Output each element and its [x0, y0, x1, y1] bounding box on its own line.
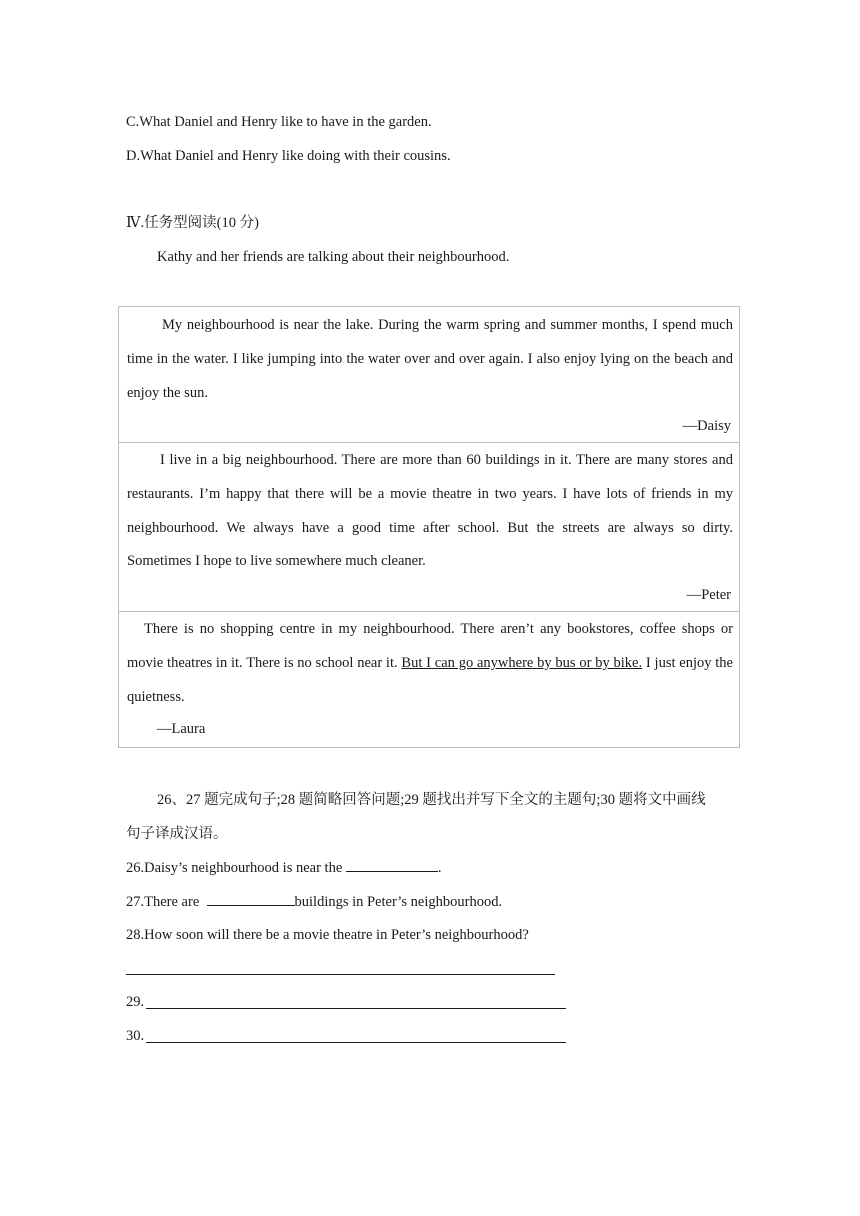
option-d: D.What Daniel and Henry like doing with their cousins. — [126, 148, 451, 164]
answer-line-28[interactable] — [126, 974, 555, 975]
question-30: 30. — [126, 1028, 145, 1044]
question-26-text: 26.Daisy’s neighbourhood is near the — [126, 860, 343, 876]
passage-peter — [119, 443, 739, 612]
passage-laura-text — [127, 613, 733, 714]
instructions-line-1: 26、27 题完成句子;28 题简略回答问题;29 题找出并写下全文的主题句;30 题将文中画线 — [157, 792, 706, 808]
answer-line-29[interactable] — [146, 1008, 566, 1009]
question-26 — [126, 857, 442, 878]
underlined-sentence: But I can go anywhere by bus or by bike. — [401, 654, 643, 671]
passage-peter-text: I live in a big neighbourhood. There are more than 60 buildings in it. There are many stores and restaurants. I’m happy that there will be a movie theatre in two years. I have lots of friends in my neighbourhood. We always have a good time after school. But the streets are always so dirty. Sometimes I hope to live somewhere much cleaner. — [127, 452, 733, 570]
passage-daisy-signature: —Daisy — [682, 418, 731, 434]
question-28: 28.How soon will there be a movie theatre in Peter’s neighbourhood? — [126, 927, 529, 943]
answer-blank-27[interactable] — [207, 891, 295, 906]
section-heading: Ⅳ.任务型阅读(10 分) — [126, 215, 259, 231]
answer-blank-26[interactable] — [346, 857, 438, 872]
answer-line-30[interactable] — [146, 1042, 566, 1043]
question-26-end: . — [437, 860, 442, 876]
passage-laura-signature: —Laura — [157, 721, 206, 737]
question-29: 29. — [126, 994, 145, 1010]
passage-daisy — [119, 307, 739, 443]
question-27-text: 27.There are — [126, 894, 200, 910]
passage-daisy-text: My neighbourhood is near the lake. During the warm spring and summer months, I spend much time in the water. I like jumping into the water over and over again. I also enjoy lying on the beach and enjoy the sun. — [127, 317, 733, 401]
passage-laura — [119, 612, 739, 747]
question-27-end: buildings in Peter’s neighbourhood. — [294, 894, 503, 910]
passage-laura-text-start: There is no shopping centre in my neighbourhood. There aren’t any bookstores, coffee shops or movie theatres in it. There is no school near it. — [127, 621, 733, 671]
passages-table — [118, 306, 740, 748]
instructions-line-2: 句子译成汉语。 — [126, 826, 228, 842]
passage-peter-signature: —Peter — [686, 587, 731, 603]
option-c: C.What Daniel and Henry like to have in the garden. — [126, 114, 432, 130]
passage-laura-text-end: I just enjoy the quietness. — [127, 654, 733, 705]
question-27 — [126, 891, 502, 912]
section-intro: Kathy and her friends are talking about their neighbourhood. — [157, 249, 510, 265]
